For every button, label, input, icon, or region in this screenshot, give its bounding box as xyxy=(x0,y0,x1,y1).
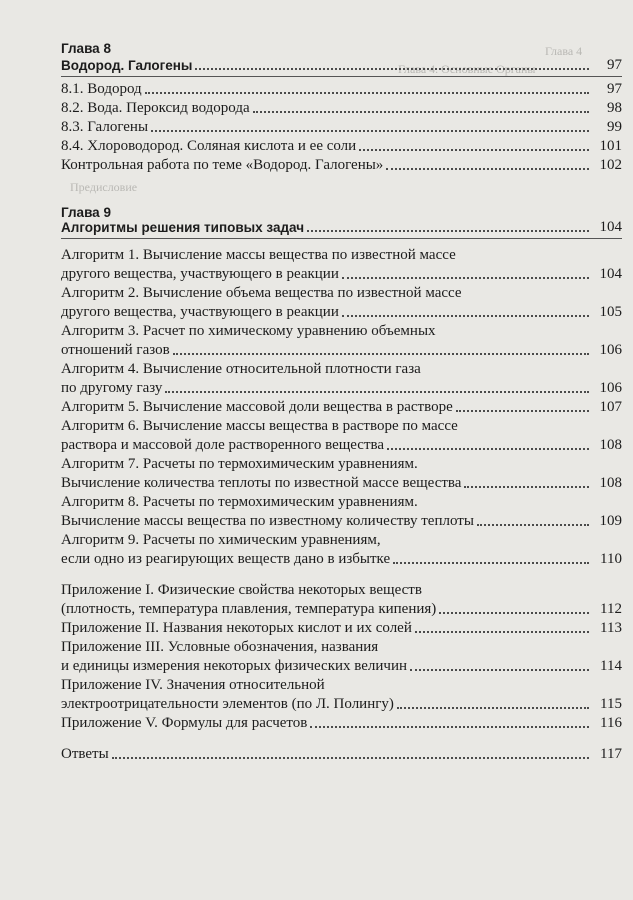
entry-text: Алгоритм 5. Вычисление массовой доли вещества в растворе xyxy=(61,399,453,415)
entry-text: 8.1. Водород xyxy=(61,81,142,97)
toc-entry[interactable] xyxy=(61,437,622,454)
chapter-9-label: Глава 9 xyxy=(61,205,111,220)
leader-dots xyxy=(173,353,589,355)
page-number: 98 xyxy=(607,100,622,116)
entry-text-line1: Алгоритм 1. Вычисление массы вещества по известной массе xyxy=(61,247,456,263)
leader-dots xyxy=(145,92,589,94)
leader-dots xyxy=(165,391,589,393)
leader-dots xyxy=(253,111,589,113)
toc-entry[interactable] xyxy=(61,475,622,492)
page-number: 107 xyxy=(599,399,622,415)
toc-entry[interactable] xyxy=(61,81,622,98)
toc-entry[interactable] xyxy=(61,138,622,155)
bleed-text: Глава 4. Основные Органы xyxy=(398,62,536,76)
leader-dots xyxy=(151,130,589,132)
toc-entry-answers[interactable] xyxy=(61,746,622,763)
page-number: 105 xyxy=(599,304,622,320)
chapter-8-title-row[interactable] xyxy=(61,57,622,74)
entry-text: 8.2. Вода. Пероксид водорода xyxy=(61,100,250,116)
leader-dots xyxy=(410,669,589,671)
leader-dots xyxy=(112,757,589,759)
page-number: 106 xyxy=(599,380,622,396)
leader-dots xyxy=(342,277,589,279)
entry-text: Ответы xyxy=(61,746,109,762)
leader-dots xyxy=(310,726,589,728)
entry-text-line2: Вычисление количества теплоты по известной массе вещества xyxy=(61,475,462,491)
page-number: 104 xyxy=(599,219,622,235)
toc-entry[interactable] xyxy=(61,304,622,321)
leader-dots xyxy=(415,631,589,633)
entry-text-line2: (плотность, температура плавления, температура кипения) xyxy=(61,601,437,617)
chapter-8-label: Глава 8 xyxy=(61,41,111,56)
toc-entry[interactable] xyxy=(61,696,622,713)
entry-text-line2: другого вещества, участвующего в реакции xyxy=(61,266,339,282)
leader-dots xyxy=(359,149,589,151)
entry-text-line1: Алгоритм 8. Расчеты по термохимическим уравнениям. xyxy=(61,494,418,510)
page-number: 112 xyxy=(600,601,622,617)
page-number: 106 xyxy=(599,342,622,358)
toc-entry[interactable] xyxy=(61,119,622,136)
leader-dots xyxy=(477,524,589,526)
entry-text-line2: Вычисление массы вещества по известному количеству теплоты xyxy=(61,513,474,529)
page-number: 108 xyxy=(599,475,622,491)
entry-text: Контрольная работа по теме «Водород. Галогены» xyxy=(61,157,384,173)
entry-text-line2: другого вещества, участвующего в реакции xyxy=(61,304,339,320)
chapter-9-title-row[interactable] xyxy=(61,219,622,236)
leader-dots xyxy=(195,68,589,70)
page-number: 101 xyxy=(599,138,622,154)
leader-dots xyxy=(393,562,589,564)
toc-entry[interactable] xyxy=(61,342,622,359)
chapter-8-title: Водород. Галогены xyxy=(61,58,193,73)
toc-entry[interactable] xyxy=(61,715,622,732)
entry-text-line2: раствора и массовой доле растворенного вещества xyxy=(61,437,385,453)
entry-text-line1: Приложение IV. Значения относительной xyxy=(61,677,325,693)
bleed-text: Глава 4 xyxy=(545,44,583,58)
entry-text-line2: электроотрицательности элементов (по Л. Полингу) xyxy=(61,696,394,712)
chapter-9-title: Алгоритмы решения типовых задач xyxy=(61,220,305,235)
page-number: 115 xyxy=(600,696,622,712)
entry-text: Приложение II. Названия некоторых кислот и их солей xyxy=(61,620,412,636)
entry-text-line1: Приложение I. Физические свойства некоторых веществ xyxy=(61,582,422,598)
entry-text-line2: по другому газу xyxy=(61,380,163,396)
toc-entry[interactable] xyxy=(61,601,622,618)
toc-entry[interactable] xyxy=(61,100,622,117)
page-number: 114 xyxy=(600,658,622,674)
toc-entry[interactable] xyxy=(61,157,622,174)
entry-text-line1: Приложение III. Условные обозначения, названия xyxy=(61,639,379,655)
page-number: 117 xyxy=(600,746,622,762)
entry-text: 8.3. Галогены xyxy=(61,119,149,135)
toc-entry[interactable] xyxy=(61,266,622,283)
page-number: 102 xyxy=(599,157,622,173)
entry-text-line1: Алгоритм 3. Расчет по химическому уравнению объемных xyxy=(61,323,436,339)
bleed-text: Предисловие xyxy=(70,180,138,194)
entry-text-line2: если одно из реагирующих веществ дано в избытке xyxy=(61,551,391,567)
leader-dots xyxy=(397,707,589,709)
page-number: 116 xyxy=(600,715,622,731)
entry-text: Приложение V. Формулы для расчетов xyxy=(61,715,308,731)
page-number: 97 xyxy=(607,81,622,97)
toc-entry[interactable] xyxy=(61,399,622,416)
entry-text-line1: Алгоритм 7. Расчеты по термохимическим уравнениям. xyxy=(61,456,418,472)
leader-dots xyxy=(456,410,589,412)
toc-entry[interactable] xyxy=(61,658,622,675)
entry-text: 8.4. Хлороводород. Соляная кислота и ее соли xyxy=(61,138,357,154)
page-number: 110 xyxy=(600,551,622,567)
leader-dots xyxy=(342,315,589,317)
toc-entry[interactable] xyxy=(61,380,622,397)
entry-text-line1: Алгоритм 6. Вычисление массы вещества в растворе по массе xyxy=(61,418,458,434)
toc-entry[interactable] xyxy=(61,551,622,568)
page-number: 113 xyxy=(600,620,622,636)
toc-entry[interactable] xyxy=(61,513,622,530)
entry-text-line1: Алгоритм 2. Вычисление объема вещества по известной массе xyxy=(61,285,462,301)
page-number: 104 xyxy=(599,266,622,282)
entry-text-line2: и единицы измерения некоторых физических величин xyxy=(61,658,408,674)
page-number: 109 xyxy=(599,513,622,529)
page-number: 108 xyxy=(599,437,622,453)
entry-text-line1: Алгоритм 9. Расчеты по химическим уравнениям, xyxy=(61,532,381,548)
leader-dots xyxy=(439,612,589,614)
leader-dots xyxy=(386,168,589,170)
entry-text-line2: отношений газов xyxy=(61,342,170,358)
page-number: 97 xyxy=(607,57,622,73)
title-underline xyxy=(61,76,622,77)
page-number: 99 xyxy=(607,119,622,135)
title-underline xyxy=(61,238,622,239)
entry-text-line1: Алгоритм 4. Вычисление относительной плотности газа xyxy=(61,361,421,377)
leader-dots xyxy=(307,230,589,232)
toc-entry[interactable] xyxy=(61,620,622,637)
leader-dots xyxy=(387,448,589,450)
leader-dots xyxy=(464,486,589,488)
